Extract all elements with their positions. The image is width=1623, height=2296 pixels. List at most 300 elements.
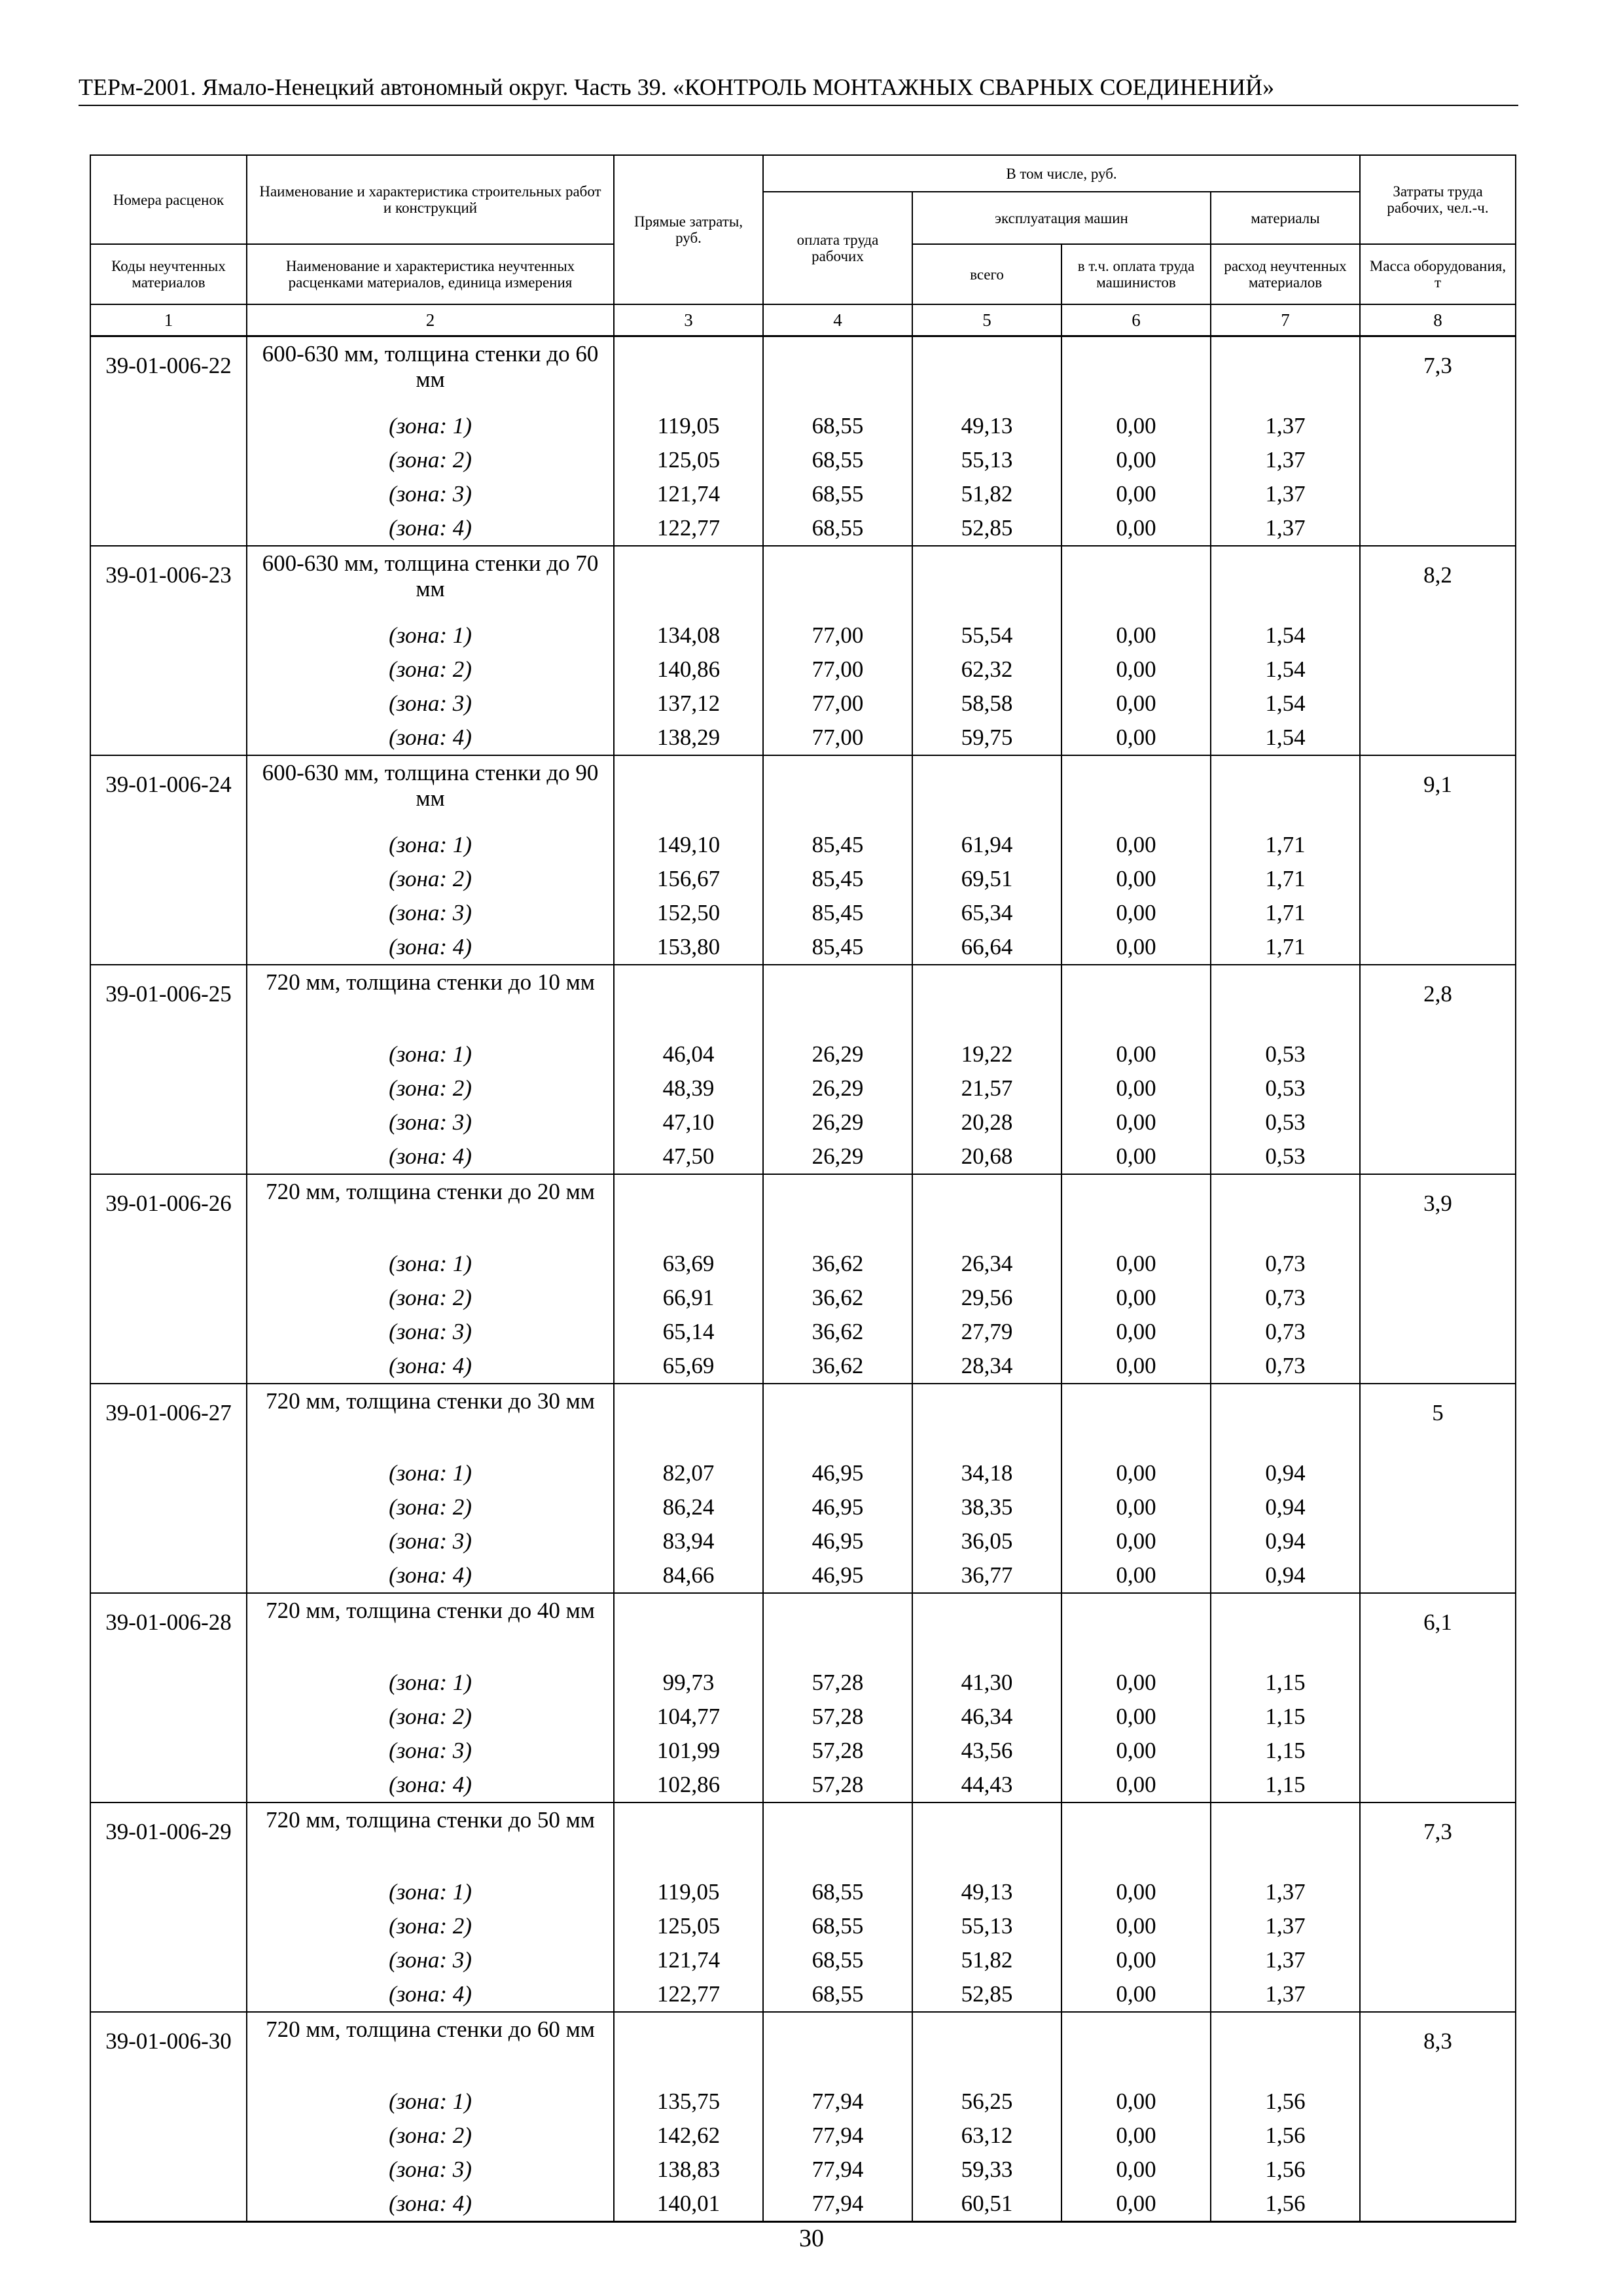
direct-costs: 135,75 <box>614 2085 763 2119</box>
empty-cell <box>1360 1105 1516 1139</box>
empty-cell <box>90 1105 247 1139</box>
rate-row <box>90 546 1516 619</box>
materials: 0,94 <box>1211 1524 1360 1558</box>
operators-pay: 0,00 <box>1061 619 1211 653</box>
direct-costs: 46,04 <box>614 1037 763 1071</box>
direct-costs: 83,94 <box>614 1524 763 1558</box>
empty-cell <box>1360 1349 1516 1384</box>
direct-costs: 137,12 <box>614 687 763 721</box>
empty-cell <box>1360 1768 1516 1803</box>
zone-label: (зона: 2) <box>247 1490 614 1524</box>
empty-cell <box>1360 2119 1516 2153</box>
zone-label: (зона: 3) <box>247 896 614 930</box>
header-equipment-mass: Масса оборудования, т <box>1360 244 1516 304</box>
operators-pay: 0,00 <box>1061 687 1211 721</box>
operators-pay: 0,00 <box>1061 511 1211 546</box>
empty-cell <box>1360 687 1516 721</box>
zone-label: (зона: 2) <box>247 1909 614 1943</box>
labor-pay: 26,29 <box>763 1037 912 1071</box>
header-work-name: Наименование и характеристика строительных работ и конструкций <box>247 155 614 244</box>
direct-costs: 102,86 <box>614 1768 763 1803</box>
zone-label: (зона: 2) <box>247 653 614 687</box>
empty-cell <box>1360 862 1516 896</box>
rate-code: 39-01-006-28 <box>90 1593 247 1666</box>
zone-label: (зона: 3) <box>247 1734 614 1768</box>
operators-pay: 0,00 <box>1061 1977 1211 2012</box>
empty-cell <box>763 2012 912 2085</box>
rate-row <box>90 965 1516 1037</box>
zone-row <box>90 721 1516 755</box>
empty-cell <box>614 2012 763 2085</box>
direct-costs: 125,05 <box>614 443 763 477</box>
empty-cell <box>1360 1734 1516 1768</box>
materials: 1,15 <box>1211 1700 1360 1734</box>
labor-pay: 57,28 <box>763 1700 912 1734</box>
operators-pay: 0,00 <box>1061 1105 1211 1139</box>
machine-total: 51,82 <box>912 1943 1061 1977</box>
labor-pay: 46,95 <box>763 1524 912 1558</box>
machine-total: 62,32 <box>912 653 1061 687</box>
zone-row <box>90 1247 1516 1281</box>
empty-cell <box>90 1315 247 1349</box>
rate-block <box>90 1593 1516 1803</box>
machine-total: 65,34 <box>912 896 1061 930</box>
empty-cell <box>763 965 912 1037</box>
empty-cell <box>90 828 247 862</box>
empty-cell <box>1061 1174 1211 1247</box>
empty-cell <box>90 2119 247 2153</box>
empty-cell <box>1360 1558 1516 1593</box>
operators-pay: 0,00 <box>1061 2153 1211 2187</box>
rate-code: 39-01-006-22 <box>90 336 247 410</box>
equipment-mass: 7,3 <box>1360 336 1516 410</box>
running-header: ТЕРм-2001. Ямало-Ненецкий автономный округ. Часть 39. «КОНТРОЛЬ МОНТАЖНЫХ СВАРНЫХ СОЕДИНЕНИЙ» <box>79 74 1275 100</box>
materials: 1,15 <box>1211 1734 1360 1768</box>
empty-cell <box>90 443 247 477</box>
rate-row <box>90 336 1516 410</box>
direct-costs: 156,67 <box>614 862 763 896</box>
materials: 1,37 <box>1211 511 1360 546</box>
operators-pay: 0,00 <box>1061 1037 1211 1071</box>
zone-row <box>90 1666 1516 1700</box>
direct-costs: 48,39 <box>614 1071 763 1105</box>
empty-cell <box>763 1384 912 1456</box>
header-unaccounted-codes: Коды неучтенных материалов <box>90 244 247 304</box>
empty-cell <box>90 1456 247 1490</box>
materials: 1,37 <box>1211 1943 1360 1977</box>
empty-cell <box>90 1247 247 1281</box>
equipment-mass: 3,9 <box>1360 1174 1516 1247</box>
operators-pay: 0,00 <box>1061 1456 1211 1490</box>
zone-label: (зона: 1) <box>247 1875 614 1909</box>
zone-label: (зона: 3) <box>247 1105 614 1139</box>
zone-label: (зона: 4) <box>247 1977 614 2012</box>
materials: 1,71 <box>1211 862 1360 896</box>
materials: 1,54 <box>1211 687 1360 721</box>
empty-cell <box>1360 930 1516 965</box>
empty-cell <box>614 1384 763 1456</box>
operators-pay: 0,00 <box>1061 721 1211 755</box>
column-number: 3 <box>614 304 763 336</box>
zone-row <box>90 409 1516 443</box>
labor-pay: 85,45 <box>763 828 912 862</box>
rate-code: 39-01-006-30 <box>90 2012 247 2085</box>
labor-pay: 68,55 <box>763 1977 912 2012</box>
zone-label: (зона: 4) <box>247 1768 614 1803</box>
empty-cell <box>1061 1593 1211 1666</box>
direct-costs: 82,07 <box>614 1456 763 1490</box>
labor-pay: 68,55 <box>763 477 912 511</box>
zone-row <box>90 2153 1516 2187</box>
zone-row <box>90 1071 1516 1105</box>
labor-pay: 85,45 <box>763 862 912 896</box>
empty-cell <box>1360 1281 1516 1315</box>
operators-pay: 0,00 <box>1061 1247 1211 1281</box>
operators-pay: 0,00 <box>1061 930 1211 965</box>
empty-cell <box>90 687 247 721</box>
rate-name: 720 мм, толщина стенки до 40 мм <box>247 1593 614 1666</box>
materials: 0,73 <box>1211 1281 1360 1315</box>
machine-total: 60,51 <box>912 2187 1061 2222</box>
machine-total: 34,18 <box>912 1456 1061 1490</box>
zone-label: (зона: 4) <box>247 930 614 965</box>
direct-costs: 142,62 <box>614 2119 763 2153</box>
labor-pay: 26,29 <box>763 1105 912 1139</box>
materials: 1,56 <box>1211 2085 1360 2119</box>
empty-cell <box>90 1037 247 1071</box>
zone-label: (зона: 3) <box>247 1943 614 1977</box>
operators-pay: 0,00 <box>1061 2187 1211 2222</box>
operators-pay: 0,00 <box>1061 1734 1211 1768</box>
labor-pay: 68,55 <box>763 443 912 477</box>
direct-costs: 140,01 <box>614 2187 763 2222</box>
machine-total: 63,12 <box>912 2119 1061 2153</box>
machine-total: 38,35 <box>912 1490 1061 1524</box>
column-number: 4 <box>763 304 912 336</box>
zone-row <box>90 1524 1516 1558</box>
direct-costs: 63,69 <box>614 1247 763 1281</box>
operators-pay: 0,00 <box>1061 653 1211 687</box>
machine-total: 20,68 <box>912 1139 1061 1174</box>
labor-pay: 77,94 <box>763 2187 912 2222</box>
operators-pay: 0,00 <box>1061 1909 1211 1943</box>
zone-row <box>90 511 1516 546</box>
operators-pay: 0,00 <box>1061 862 1211 896</box>
zone-row <box>90 1700 1516 1734</box>
empty-cell <box>90 721 247 755</box>
empty-cell <box>1211 1174 1360 1247</box>
labor-pay: 68,55 <box>763 1875 912 1909</box>
zone-label: (зона: 3) <box>247 1524 614 1558</box>
machine-total: 59,75 <box>912 721 1061 755</box>
rate-row <box>90 755 1516 828</box>
operators-pay: 0,00 <box>1061 1071 1211 1105</box>
machine-total: 20,28 <box>912 1105 1061 1139</box>
zone-label: (зона: 2) <box>247 1071 614 1105</box>
empty-cell <box>614 1803 763 1875</box>
zone-row <box>90 930 1516 965</box>
empty-cell <box>614 1174 763 1247</box>
labor-pay: 85,45 <box>763 930 912 965</box>
rate-row <box>90 2012 1516 2085</box>
zone-row <box>90 1490 1516 1524</box>
empty-cell <box>1061 2012 1211 2085</box>
labor-pay: 77,00 <box>763 721 912 755</box>
empty-cell <box>763 336 912 410</box>
operators-pay: 0,00 <box>1061 1315 1211 1349</box>
rate-row <box>90 1803 1516 1875</box>
zone-row <box>90 828 1516 862</box>
zone-label: (зона: 3) <box>247 477 614 511</box>
zone-row <box>90 2187 1516 2222</box>
materials: 1,54 <box>1211 619 1360 653</box>
empty-cell <box>1360 1875 1516 1909</box>
operators-pay: 0,00 <box>1061 1700 1211 1734</box>
rate-block <box>90 1803 1516 2012</box>
labor-pay: 26,29 <box>763 1071 912 1105</box>
direct-costs: 47,10 <box>614 1105 763 1139</box>
materials: 0,73 <box>1211 1247 1360 1281</box>
zone-label: (зона: 4) <box>247 721 614 755</box>
direct-costs: 99,73 <box>614 1666 763 1700</box>
empty-cell <box>1061 336 1211 410</box>
materials: 0,53 <box>1211 1071 1360 1105</box>
empty-cell <box>1061 755 1211 828</box>
zone-row <box>90 477 1516 511</box>
empty-cell <box>1211 755 1360 828</box>
machine-total: 52,85 <box>912 511 1061 546</box>
machine-total: 44,43 <box>912 1768 1061 1803</box>
empty-cell <box>1211 1384 1360 1456</box>
materials: 0,94 <box>1211 1558 1360 1593</box>
empty-cell <box>1061 1803 1211 1875</box>
rate-code: 39-01-006-29 <box>90 1803 247 1875</box>
empty-cell <box>90 1524 247 1558</box>
labor-pay: 36,62 <box>763 1281 912 1315</box>
empty-cell <box>90 477 247 511</box>
empty-cell <box>1360 2187 1516 2222</box>
empty-cell <box>90 1875 247 1909</box>
empty-cell <box>90 1139 247 1174</box>
labor-pay: 77,94 <box>763 2085 912 2119</box>
operators-pay: 0,00 <box>1061 2119 1211 2153</box>
equipment-mass: 8,3 <box>1360 2012 1516 2085</box>
direct-costs: 84,66 <box>614 1558 763 1593</box>
direct-costs: 140,86 <box>614 653 763 687</box>
header-labor-pay: оплата труда рабочих <box>763 192 912 304</box>
materials: 0,53 <box>1211 1139 1360 1174</box>
column-number: 8 <box>1360 304 1516 336</box>
operators-pay: 0,00 <box>1061 1875 1211 1909</box>
zone-row <box>90 1349 1516 1384</box>
direct-costs: 125,05 <box>614 1909 763 1943</box>
empty-cell <box>90 1281 247 1315</box>
operators-pay: 0,00 <box>1061 1666 1211 1700</box>
header-unaccounted-consumption: расход неучтенных материалов <box>1211 244 1360 304</box>
empty-cell <box>90 930 247 965</box>
labor-pay: 57,28 <box>763 1666 912 1700</box>
labor-pay: 46,95 <box>763 1456 912 1490</box>
direct-costs: 65,69 <box>614 1349 763 1384</box>
equipment-mass: 5 <box>1360 1384 1516 1456</box>
rate-name: 600-630 мм, толщина стенки до 60 мм <box>247 336 614 410</box>
materials: 0,73 <box>1211 1349 1360 1384</box>
materials: 1,37 <box>1211 1875 1360 1909</box>
empty-cell <box>614 755 763 828</box>
materials: 1,71 <box>1211 896 1360 930</box>
zone-row <box>90 443 1516 477</box>
empty-cell <box>1360 1456 1516 1490</box>
materials: 1,71 <box>1211 930 1360 965</box>
direct-costs: 153,80 <box>614 930 763 965</box>
zone-label: (зона: 4) <box>247 511 614 546</box>
empty-cell <box>912 1174 1061 1247</box>
machine-total: 19,22 <box>912 1037 1061 1071</box>
materials: 1,37 <box>1211 443 1360 477</box>
labor-pay: 68,55 <box>763 1943 912 1977</box>
zone-label: (зона: 2) <box>247 1700 614 1734</box>
empty-cell <box>1360 1909 1516 1943</box>
empty-cell <box>614 546 763 619</box>
rate-name: 720 мм, толщина стенки до 50 мм <box>247 1803 614 1875</box>
operators-pay: 0,00 <box>1061 1281 1211 1315</box>
zone-row <box>90 1139 1516 1174</box>
labor-pay: 36,62 <box>763 1247 912 1281</box>
empty-cell <box>1360 1139 1516 1174</box>
rate-row <box>90 1384 1516 1456</box>
header-unaccounted-name: Наименование и характеристика неучтенных расценками материалов, единица измерения <box>247 244 614 304</box>
empty-cell <box>1061 965 1211 1037</box>
zone-label: (зона: 1) <box>247 1666 614 1700</box>
column-number: 2 <box>247 304 614 336</box>
empty-cell <box>1360 1524 1516 1558</box>
labor-pay: 77,00 <box>763 687 912 721</box>
column-number: 7 <box>1211 304 1360 336</box>
direct-costs: 121,74 <box>614 1943 763 1977</box>
machine-total: 59,33 <box>912 2153 1061 2187</box>
empty-cell <box>90 1943 247 1977</box>
empty-cell <box>90 1768 247 1803</box>
direct-costs: 152,50 <box>614 896 763 930</box>
empty-cell <box>90 1700 247 1734</box>
materials: 1,37 <box>1211 1909 1360 1943</box>
zone-row <box>90 1037 1516 1071</box>
zone-label: (зона: 1) <box>247 1456 614 1490</box>
materials: 1,56 <box>1211 2187 1360 2222</box>
empty-cell <box>90 1734 247 1768</box>
empty-cell <box>1360 1071 1516 1105</box>
empty-cell <box>912 1384 1061 1456</box>
zone-row <box>90 1105 1516 1139</box>
rates-table <box>90 154 1516 2223</box>
empty-cell <box>1360 443 1516 477</box>
operators-pay: 0,00 <box>1061 1139 1211 1174</box>
zone-label: (зона: 1) <box>247 409 614 443</box>
equipment-mass: 6,1 <box>1360 1593 1516 1666</box>
empty-cell <box>90 1666 247 1700</box>
labor-pay: 46,95 <box>763 1558 912 1593</box>
machine-total: 27,79 <box>912 1315 1061 1349</box>
empty-cell <box>1211 546 1360 619</box>
labor-pay: 46,95 <box>763 1490 912 1524</box>
zone-label: (зона: 4) <box>247 1139 614 1174</box>
materials: 1,71 <box>1211 828 1360 862</box>
empty-cell <box>90 2153 247 2187</box>
operators-pay: 0,00 <box>1061 2085 1211 2119</box>
zone-row <box>90 1943 1516 1977</box>
empty-cell <box>90 2085 247 2119</box>
empty-cell <box>90 1909 247 1943</box>
empty-cell <box>763 1174 912 1247</box>
materials: 1,15 <box>1211 1666 1360 1700</box>
operators-pay: 0,00 <box>1061 1943 1211 1977</box>
operators-pay: 0,00 <box>1061 477 1211 511</box>
header-materials: материалы <box>1211 192 1360 244</box>
rate-code: 39-01-006-25 <box>90 965 247 1037</box>
labor-pay: 36,62 <box>763 1349 912 1384</box>
rate-name: 720 мм, толщина стенки до 10 мм <box>247 965 614 1037</box>
machine-total: 66,64 <box>912 930 1061 965</box>
empty-cell <box>1211 2012 1360 2085</box>
zone-label: (зона: 1) <box>247 1037 614 1071</box>
empty-cell <box>90 409 247 443</box>
rate-block <box>90 1174 1516 1384</box>
direct-costs: 119,05 <box>614 409 763 443</box>
rate-code: 39-01-006-24 <box>90 755 247 828</box>
empty-cell <box>1360 1490 1516 1524</box>
header-rate-numbers: Номера расценок <box>90 155 247 244</box>
machine-total: 26,34 <box>912 1247 1061 1281</box>
zone-label: (зона: 3) <box>247 687 614 721</box>
machine-total: 36,05 <box>912 1524 1061 1558</box>
labor-pay: 77,94 <box>763 2153 912 2187</box>
empty-cell <box>1360 721 1516 755</box>
direct-costs: 66,91 <box>614 1281 763 1315</box>
empty-cell <box>90 1490 247 1524</box>
materials: 1,54 <box>1211 721 1360 755</box>
machine-total: 43,56 <box>912 1734 1061 1768</box>
materials: 0,73 <box>1211 1315 1360 1349</box>
materials: 0,94 <box>1211 1490 1360 1524</box>
empty-cell <box>90 1558 247 1593</box>
empty-cell <box>90 2187 247 2222</box>
empty-cell <box>912 1803 1061 1875</box>
zone-row <box>90 896 1516 930</box>
empty-cell <box>90 862 247 896</box>
zone-row <box>90 1315 1516 1349</box>
empty-cell <box>1360 1037 1516 1071</box>
zone-row <box>90 1977 1516 2012</box>
machine-total: 55,54 <box>912 619 1061 653</box>
empty-cell <box>1360 828 1516 862</box>
empty-cell <box>614 336 763 410</box>
equipment-mass: 9,1 <box>1360 755 1516 828</box>
materials: 1,15 <box>1211 1768 1360 1803</box>
machine-total: 46,34 <box>912 1700 1061 1734</box>
rate-code: 39-01-006-23 <box>90 546 247 619</box>
direct-costs: 119,05 <box>614 1875 763 1909</box>
operators-pay: 0,00 <box>1061 828 1211 862</box>
zone-label: (зона: 2) <box>247 2119 614 2153</box>
direct-costs: 121,74 <box>614 477 763 511</box>
empty-cell <box>90 511 247 546</box>
empty-cell <box>1360 2153 1516 2187</box>
labor-pay: 77,00 <box>763 619 912 653</box>
empty-cell <box>1211 1593 1360 1666</box>
labor-pay: 77,00 <box>763 653 912 687</box>
empty-cell <box>1360 1666 1516 1700</box>
zone-label: (зона: 1) <box>247 2085 614 2119</box>
